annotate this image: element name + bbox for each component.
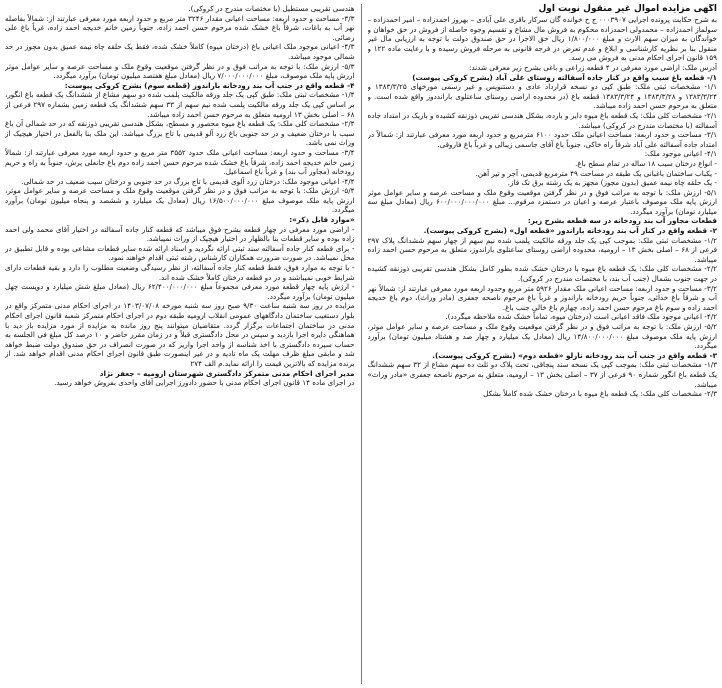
section-heading: قطعات مجاور آب بند رودخانه در سه قطعه بشرح زیر: (527, 216, 717, 226)
paragraph: مزایده در روز سه شنبه ساعت ۹/۳۰ صبح روز سه شنبه مورخه ۱۴۰۳/۰۷/۰۸ در اجرای احکام مدنی متمرکز واقع در بلوار دستغیب ساختمان دادگاههای عمومی انقلاب ارومیه طبقه دوم در اجرای احکام متمرکز شعبه قانون اجرای احکام مدنی در ساختمان اجتماعات برگزار گردد. متقاضیان میتوانند پنج روز مانده به مزایده از مورد مزایده باز دید با هماهنگی دایره اجرا بازدید و سپس در محل دادگستری قبلاً و در زمان مقرر حاضر و ۱۰ درصد کل مبلغ فی الجلسه به حساب سپرده دادگستری با اخذ شناسه از واحد اجرا واریز که در صورت انصراف در حق صندوق دولت ضبط خواهد شد و مابقی مبلغ ظرف مهلت یک ماه تادیه و در غیر اینصورت طبق قانون اجرای احکام مدنی اقدام خواهد شد. از برنده مزایده که بالاترین قیمت را ارائه نماید.م الف ۲۷۴ (5, 301, 355, 368)
section-heading: «موارد قابل ذکر»: (289, 215, 355, 225)
paragraph: به شرح حکایت پرونده اجرایی ۰۰۰۳۹۰۷ ج ح خوانده گان سرکار باقری علی آبادی – بهروز احمدزاده – امیر احمدزاده – سولماز احمدزاده – محمدولی احمدزاده محکوم به فروش مال مشاع و تقسیم وجوه حاصله از فروش در حق خواهان و خواندگان به میزان سهم الارث و مبلغ ۱/۸۰۰/۰۰۰ ریال حق الاجرا در حق صندوق دولت با توجه به ارزیابی مال غیر منقول بنا بر نظریه کارشناسی و ابلاغ و عدم تعرض در فرجه قانونی به مرحله فروش رسیده و با رعایت ماده ۱۲۲ و ۱۵۹ قانون اجرای احکام مدنی به فروش می رسد. (367, 15, 717, 63)
paragraph: - انواع درختان سیب ۱۸ ساله در تمام سطح باغ. (575, 158, 717, 168)
paragraph: - با توجه به موارد فوق، فقط قطعه کنار جاده آسفالته، از نظر رسیدگی وضعیت مطلوب را دارد و بقیه قطعات دارای شرایط خوبی نمیباشند و در دو قطعه درختان کاملاً خشک شده اند. (5, 263, 355, 282)
column-left (5, 4, 355, 684)
paragraph: - برای قطعه کنار جاده آسفالته سند ثبتی ارائه نگردید و اسناد ارائه شده سایر قطعات مشاعی بوده و قابل تطبیق در محل نمیباشد. در صورت ضرورت همکاران کارشناس رشته ثبتی اقدام خواهند نمود. (5, 243, 355, 263)
paragraph: آدرس ملک: اراضی مورد معرفی در ۴ قطعه زراعی و باغی بشرح زیر معرفی شدند: (468, 62, 717, 72)
paragraph: هندسی تقریبی مستطیل (با مختصات مندرج در کروکی). (188, 4, 355, 13)
column-right (368, 4, 718, 684)
signature-note: در اجرای ماده ۱۴ قانون اجرای احکام مدنی با حضور دادورز اجرایی آقای واحدی بفروش خواهد رسید. (54, 378, 355, 388)
section-heading: ۱/- قطعه باغ سیب واقع در کنار جاده آسفالته روستای علی آباد (بشرح کروکی پیوست) (412, 72, 717, 82)
paragraph: ۲/۳- مشخصات کلی ملک: یک قطعه باغ میوه با درختان خشک شده کاملاً بشکل (483, 389, 717, 399)
paragraph: ۵/۲- ارزش ملک: با توجه به مراتب فوق و در نظر گرفتن موقعیت وقوع ملک و مساحت عرصه و سایر عوامل موثر، ارزش پایه ملک موصوف مبلغ ۱۴/۸۰۰/۰۰۰/۰۰۰ ریال (معادل یک میلیارد و چهار صد و هشتاد میلیون تومان) برآورد میگردد. (367, 322, 717, 351)
paragraph: ۲/۴- مشخصات کلی ملک: یک قطعه باغ میوه محصور و مسطح، بشکل هندسی تقریبی ذوزنقه که در حد شمالی آن باغ سیب با درختان ضعیف و در حد جنوبی باغ زرد آلو قدیمی با تاج بزرگ میباشد. این ملک بنا بالفعل در اختیار هیچیک از وراث نمی باشد. (5, 119, 355, 148)
paragraph: ۵/۱- ارزش ملک: با توجه به مراتب فوق و در نظر گرفتن موقعیت وقوع ملک و مساحت عرصه و سایر عوامل موثر ارزش پایه ملک موصوف باعتبار عرصه و اعیان در دستمزد مرقوم... مبلغ ۶۰۰/۰۰۰/۰۰۰/۰۰۰ ریال (معادل مبلغ سه میلیارد تومان) برآورد میگردد. (367, 187, 717, 216)
paragraph: ۴/۲- اعیانی موجود ملک فاقد اعیانی است (درختان میوه، تماماً خشک شده ملاحظه میگردد). (445, 312, 717, 322)
paragraph: ۵/۳- ارزش ملک: با توجه به مراتب فوق و در نظر گرفتن موقعیت وقوع ملک و مساحت عرصه و سایر عوامل موثر ارزش پایه ملک موصوف، مبلغ ۷/۰۰۰/۰۰۰/۰۰۰ ریال (معادل مبلغ هفتصد میلیون تومان) برآورد میگردد. (5, 61, 355, 81)
paragraph: ۴/۴- اعیانی موجود ملک: درختان زرد آلوی قدیمی با تاج بزرگ در حد جنوبی و درختان سیب ضعیف در حد شمالی. (21, 176, 355, 186)
paragraph: ۳/۴- مساحت و حدود اربعه: مساحت اعیانی ملک حدود ۳۵۵۲ متر مربع و حدود اربعه مورد معرفی عبارتند از: شمالاً زمین خانم خدیجه احمد زاده، شرقاً باغ خشک شده مرحوم حسن احمد زاده دوم باغ جانعلی پرش، جنوباً به راه و حریم رودخانه (مجاور آب بند) و غرباً باغ اسماعیل. (5, 147, 355, 177)
signature-line: مدیر اجرای احکام مدنی متمرکز دادگستری شهرستان ارومیه – جعفر نژاد (99, 368, 355, 378)
paragraph: ۵/۴- ارزش ملک: با توجه به مراتب فوق و در نظر گرفتن موقعیت وقوع ملک و مساحت عرصه و سایر عوامل موثر، ارزش پایه ملک موصوف مبلغ ۱۶/۵۰۰/۰۰۰/۰۰۰ ریال (معادل یک میلیارد و ششصد و پنجاه میلیون تومان) برآورد میگردد. (5, 186, 355, 215)
paragraph: ۳/۱- مساحت و حدود اربعه: مساحت اعیانی ملک حدود ۶۱۰۰ مترمربع و حدود اربعه مورد معرفی عبارتند از: شمالاً در امتداد جاده آسفالته علی آباد شرقاً راه خاکی، جنوباً باغ آقای جاسمی زیبالی و غرباً باغ فاروقی. (367, 130, 717, 149)
section-heading: ۳- قطعه واقع در جنب آب بند رودخانه نازلو «قطعه دوم» (بشرح کروکی پیوست). (432, 350, 717, 360)
paragraph: - اراضی مورد معرفی در چهار قطعه بشرح فوق میباشد که قطعه کنار جاده آسفالته در اختیار آقای محمد ولی احمد زاده بوده و سایر قطعات بنا بالظهار در اختیار هیچیک از وراث نمیباشد. (5, 224, 355, 244)
column-divider (361, 4, 362, 684)
paragraph: ۱/۱- مشخصات ثبتی ملک: طبق کپی دو نسخه قرارداد عادی و دستنویس و غیر رسمی مورخهای ۱۳۸۳/۳/۲۵ و ۱۳۸۳/۳/۲۴ و ۱۳۸۳/۳/۲۸ و ۱۳۸۳/۳/۲۴ قطعه باغ (در محدوده اراضی روستای ساعتلوی بارانددوز واقع شده است. و متعلق به مرحوم حسن احمد زاده میباشد. (367, 82, 717, 111)
paragraph: ۳/۳- مساحت و حدود اربعه: مساحت اعیانی مقدار ۳۲۴۶ متر مربع و حدود اربعه مورد معرفی عبارتند از: شمالاً بفاصله نهر آب به باغات، شرقاً باغ خشک شده مرحوم حسن احمد زاده، جنوباً زمین خانم خدیجه احمد زاده، غرباً باغ علی رضائی. (5, 13, 355, 42)
paragraph: - ارزش پایه چهار قطعه مورد معرفی مجموعاً مبلغ ۶۲/۴۰۰/۰۰۰/۰۰۰ ریال (معادل مبلغ شش میلیارد و دویست چهل میلیون تومان) برآورد میگردد. (5, 282, 355, 301)
paragraph: - یک حلقه چاه نیمه عمیق (بدون مجوز) مجهز به یک رشته برق تک فاز. (507, 178, 717, 188)
paragraph: - یکباب ساختمان باغبانی یک طبقه در مساحت ۴۹ مترمربع قدیمی، آجر و تیر آهن. (475, 168, 717, 178)
paragraph: ۴/۱- اعیانی موجود ملک: (644, 149, 717, 159)
section-heading: ۲- قطعه واقع در کنار آب بند رودخانه باراندوز «قطعه اول» (بشرح کروکی پیوست). (423, 226, 717, 236)
paragraph: ۳/۲- مساحت و حدود اربعه: مساحت اعیانی ملک مقدار ۵۹۲۶ متر مربع وحدود اربعه مورد معرفی عبارتند از: شمالاً نهر آب و شرقاً باغ خدائی، جنوباً حریم رودخانه باراندوز و غرباً باغ مرحوم ناصحه جعفری (مادر وراث)، دوم باغ خدیجه احمد زاده و سوم باغ مرحوم حسن احمد زاده، چهارم باغ خالی جنب باغ. (367, 283, 717, 312)
notice-title: آگهی مزایده اموال غیر منقول نوبت اول (538, 4, 717, 14)
paragraph: ۴/۳- اعیانی موجود ملک اعیانی باغ (درختان میوه) کاملاً خشک شده، فقط یک حلقه چاه نیمه عمیق بدون مجوز در حد شمالی موجود میباشد. (5, 42, 355, 61)
paragraph: ۲/۱- مشخصات کلی ملک: یک قطعه باغ میوه دایر و بارده، بشکل هندسی تقریبی ذوزنقه کشیده و باریک در امتداد جاده آسفالته (با مختصات مندرج در کروکی) میباشد. (367, 110, 717, 130)
section-heading: ۴- قطعه واقع در جنب آب بند رودخانه باراندوز (قطعه سوم) بشرح کروکی پیوست: (64, 80, 355, 90)
paragraph: ۱/۲- مشخصات ثبتی ملک: بموجب کپی یک جلد ورقه مالکیت پلمب شده نیم سهم از چهار سهم ششدانگ پلاک ۲۹۷ فرعی از ۶۸ – اصلی بخش ۱۳ – ارومیه، محدوده اراضی روستای ساعتلوی باراندوز، متعلق به مرحوم حسن احمد زاده میباشد. (367, 235, 717, 264)
paragraph: ۲/۲- مشخصات کلی ملک: یک قطعه باغ میوه با درختان خشک شده بطور کامل بشکل هندسی تقریبی ذوزنقه کشیده در جهت جنوب بشمال (جنب آب بند، با مختصات مندرج در کروکی). (367, 264, 717, 284)
paragraph: ۱/۳- مشخصات ثبتی ملک: بموجب کپی یک نسخه سند پنجاقی، تحت پلاک دو ثلث ده سهم مشاع از ۳۲ سهم ششدانگ یک قطعه باغ انگور شماره ۹۰ فرعی از ۳۷ – اصلی بخش ۱۳ – ارومیه، متعلق به مرحوم ناصحه جعفری «مادر وراث» میباشد. (367, 360, 717, 389)
paragraph: ۱/۴- مشخصات ثبتی ملک: طبق کپی یک جلد ورقه مالکیت پلمب شده دو سهم مشاع از ششدانگ یک قطعه باغ انگور، بر اساس کپی یک جلد ورقه مالکیت پلمب شده نیم سهم از ۳۳ سهم ششدانگ یک قطعه زمین بشماره ۲۹۷ فرعی از ۶۸ – اصلی بخش ۱۳ ارومیه متعلق به مرحوم حسن احمد زاده میباشد. (5, 90, 355, 119)
